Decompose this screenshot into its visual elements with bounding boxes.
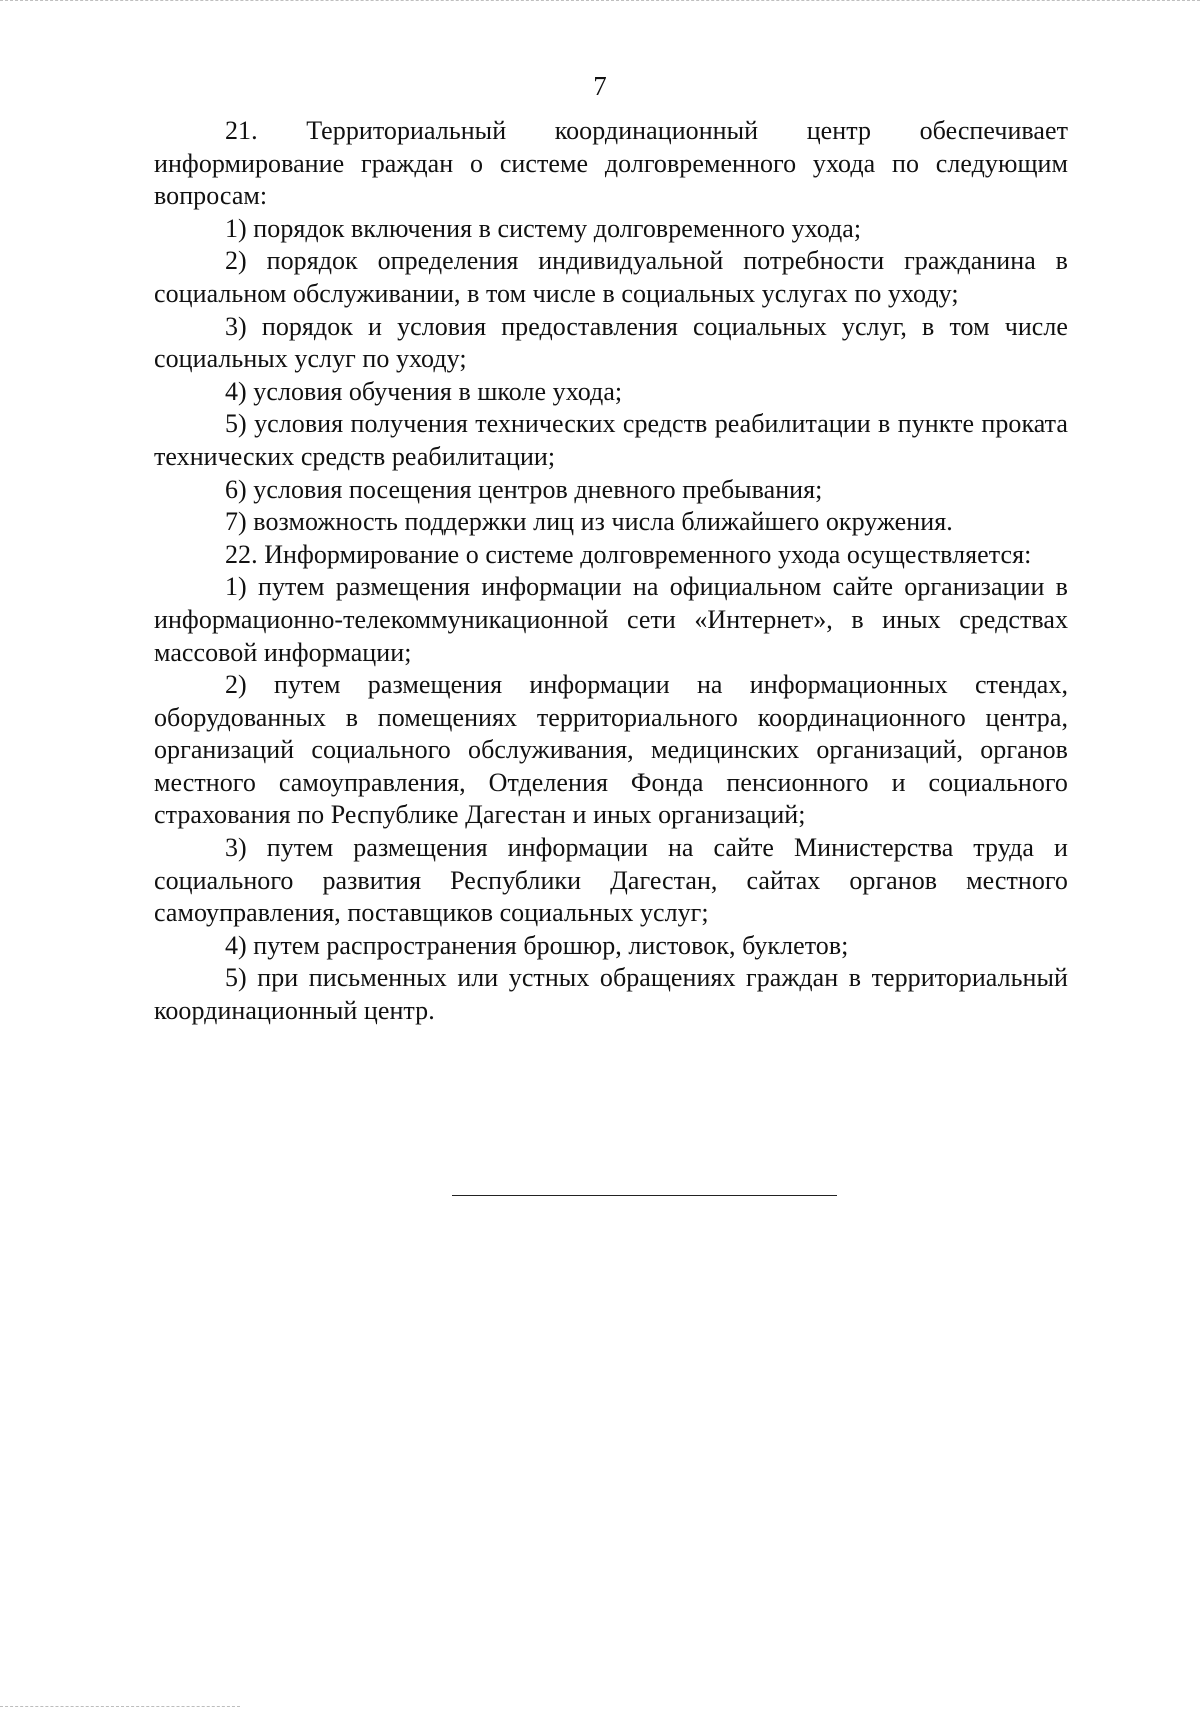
document-body xyxy=(154,115,1068,1028)
list-item-21-1: 1) порядок включения в систему долговременного ухода; xyxy=(225,213,862,243)
list-item-21-4: 4) условия обучения в школе ухода; xyxy=(225,376,623,406)
list-item-21-6: 6) условия посещения центров дневного пребывания; xyxy=(225,474,823,504)
list-item-21-2: 2) порядок определения индивидуальной потребности гражданина в социальном обслуживании, в том числе в социальных услугах по уходу; xyxy=(154,246,1068,308)
list-item-22-2: 2) путем размещения информации на информационных стендах, оборудованных в помещениях территориального координационного центра, организаций социального обслуживания, медицинских организаций, органов местного самоуправления, Отделения Фонда пенсионного и социального страхования по Республике Дагестан и иных организаций; xyxy=(154,670,1068,830)
end-separator-line xyxy=(452,1195,837,1196)
paragraph-21-intro: 21. Территориальный координационный центр обеспечивает информирование граждан о системе долговременного ухода по следующим вопросам: xyxy=(154,116,1068,211)
list-item-21-5: 5) условия получения технических средств реабилитации в пункте проката технических средств реабилитации; xyxy=(154,409,1068,471)
scan-bottom-edge xyxy=(0,1706,240,1707)
list-item-22-1: 1) путем размещения информации на официальном сайте организации в информационно-телекоммуникационной сети «Интернет», в иных средствах массовой информации; xyxy=(154,572,1068,667)
list-item-22-5: 5) при письменных или устных обращениях граждан в территориальный координационный центр. xyxy=(154,963,1068,1026)
list-item-22-4: 4) путем распространения брошюр, листовок, буклетов; xyxy=(225,930,849,960)
list-item-21-3: 3) порядок и условия предоставления социальных услуг, в том числе социальных услуг по уходу; xyxy=(154,311,1068,374)
scan-top-edge xyxy=(0,0,1200,1)
list-item-22-3: 3) путем размещения информации на сайте Министерства труда и социального развития Республики Дагестан, сайтах органов местного самоуправления, поставщиков социальных услуг; xyxy=(154,833,1068,928)
paragraph-22-intro: 22. Информирование о системе долговременного ухода осуществляется: xyxy=(225,539,1032,569)
page-number: 7 xyxy=(593,71,607,101)
list-item-21-7: 7) возможность поддержки лиц из числа ближайшего окружения. xyxy=(225,507,953,537)
